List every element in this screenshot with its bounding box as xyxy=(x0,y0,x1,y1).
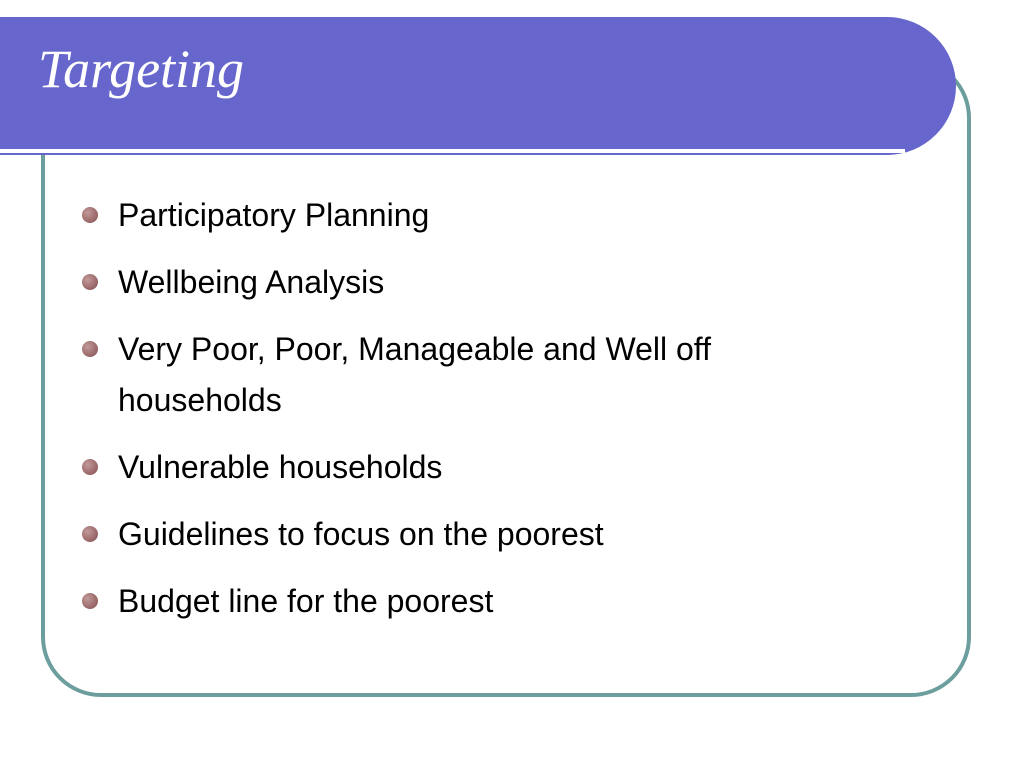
bullet-text: Very Poor, Poor, Manageable and Well off households xyxy=(118,331,711,418)
bullet-text: Budget line for the poorest xyxy=(118,583,494,619)
bullet-item xyxy=(80,257,880,308)
bullet-dot-icon xyxy=(82,341,98,357)
bullet-item xyxy=(80,324,880,426)
bullet-item xyxy=(80,576,880,627)
bullet-text: Participatory Planning xyxy=(118,197,430,233)
bullet-list xyxy=(80,190,880,643)
title-underline xyxy=(0,149,905,153)
bullet-dot-icon xyxy=(82,459,98,475)
bullet-dot-icon xyxy=(82,526,98,542)
bullet-text: Wellbeing Analysis xyxy=(118,264,385,300)
bullet-dot-icon xyxy=(82,207,98,223)
bullet-text: Vulnerable households xyxy=(118,449,443,485)
bullet-text: Guidelines to focus on the poorest xyxy=(118,516,604,552)
bullet-item xyxy=(80,442,880,493)
slide-title: Targeting xyxy=(38,39,245,99)
bullet-item xyxy=(80,509,880,560)
bullet-dot-icon xyxy=(82,593,98,609)
bullet-dot-icon xyxy=(82,274,98,290)
bullet-item xyxy=(80,190,880,241)
